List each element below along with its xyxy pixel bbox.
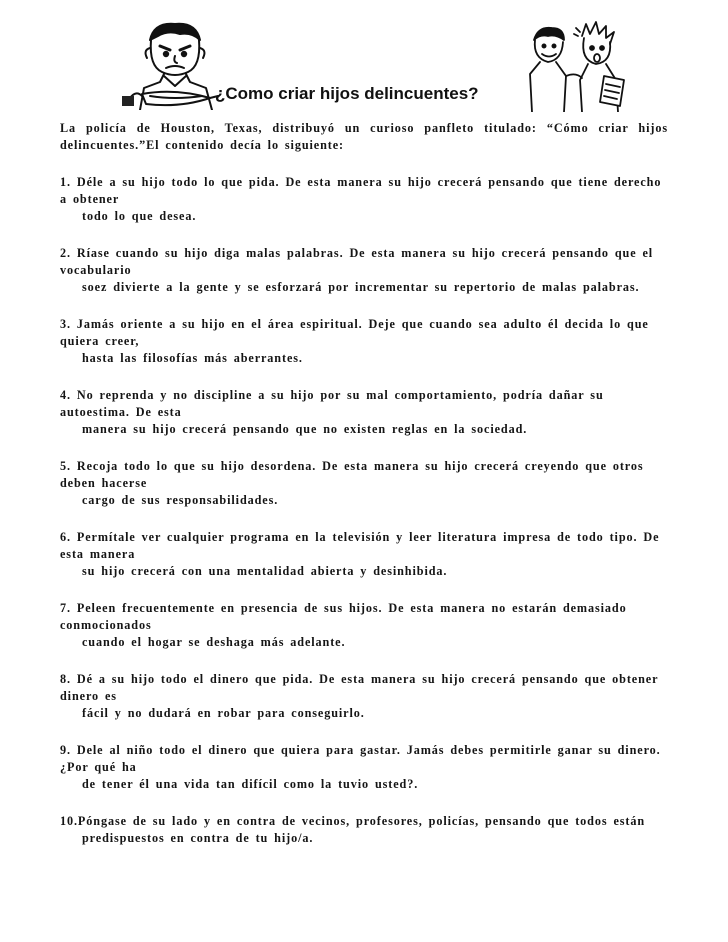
list-item-continuation: su hijo crecerá con una mentalidad abierta y desinhibida.: [82, 564, 448, 578]
list-item-continuation: fácil y no dudará en robar para conseguirlo.: [82, 706, 365, 720]
list-item: [60, 458, 668, 509]
list-item-continuation: cuando el hogar se deshaga más adelante.: [82, 635, 346, 649]
list-item-continuation: cargo de sus responsabilidades.: [82, 493, 279, 507]
list-item: [60, 174, 668, 225]
list-item-text: 4. No reprenda y no discipline a su hijo por su mal comportamiento, podría dañar su autoestima. De esta: [60, 388, 604, 419]
list-item-text: 1. Déle a su hijo todo lo que pida. De esta manera su hijo crecerá pensando que tiene derecho a obtener: [60, 175, 662, 206]
intro-paragraph: La policía de Houston, Texas, distribuyó un curioso panfleto titulado: “Cómo criar hijos delincuentes.”El contenido decía lo siguiente:: [60, 121, 668, 152]
list-item-text: 3. Jamás oriente a su hijo en el área espiritual. Deje que cuando sea adulto él decida lo que quiera creer,: [60, 317, 649, 348]
list-item-continuation: hasta las filosofías más aberrantes.: [82, 351, 303, 365]
page-title: ¿Como criar hijos delincuentes?: [215, 84, 479, 103]
list-item: [60, 671, 668, 722]
list-item-continuation: manera su hijo crecerá pensando que no existen reglas en la sociedad.: [82, 422, 528, 436]
list-item-continuation: todo lo que desea.: [82, 209, 197, 223]
list-item: [60, 316, 668, 367]
list-item: [60, 529, 668, 580]
list-item-text: 7. Peleen frecuentemente en presencia de sus hijos. De esta manera no estarán demasiado conmocionados: [60, 601, 627, 632]
list-item: [60, 600, 668, 651]
list-item-text: 9. Dele al niño todo el dinero que quiera para gastar. Jamás debes permitirle ganar su dinero. ¿Por qué ha: [60, 743, 661, 774]
list-item: [60, 245, 668, 296]
list-item-continuation: de tener él una vida tan difícil como la tuvio usted?.: [82, 777, 419, 791]
list-item-text: 10.Póngase de su lado y en contra de vecinos, profesores, policías, pensando que todos están: [60, 814, 646, 828]
list-item: [60, 813, 668, 847]
list-item: [60, 742, 668, 793]
list-item-text: 6. Permítale ver cualquier programa en la televisión y leer literatura impresa de todo tipo. De esta manera: [60, 530, 660, 561]
document-body: [60, 120, 668, 847]
two-boys-illustration: [520, 20, 632, 112]
list-item-continuation: predispuestos en contra de tu hijo/a.: [82, 831, 314, 845]
angry-boy-illustration: [120, 18, 225, 110]
list-item-text: 5. Recoja todo lo que su hijo desordena. De esta manera su hijo crecerá creyendo que otros deben hacerse: [60, 459, 644, 490]
list-item-continuation: soez divierte a la gente y se esforzará por incrementar su repertorio de malas palabras.: [82, 280, 640, 294]
list-item: [60, 387, 668, 438]
list-item-text: 8. Dé a su hijo todo el dinero que pida. De esta manera su hijo crecerá pensando que obtener dinero es: [60, 672, 659, 703]
list-item-text: 2. Ríase cuando su hijo diga malas palabras. De esta manera su hijo crecerá pensando que el vocabulario: [60, 246, 654, 277]
